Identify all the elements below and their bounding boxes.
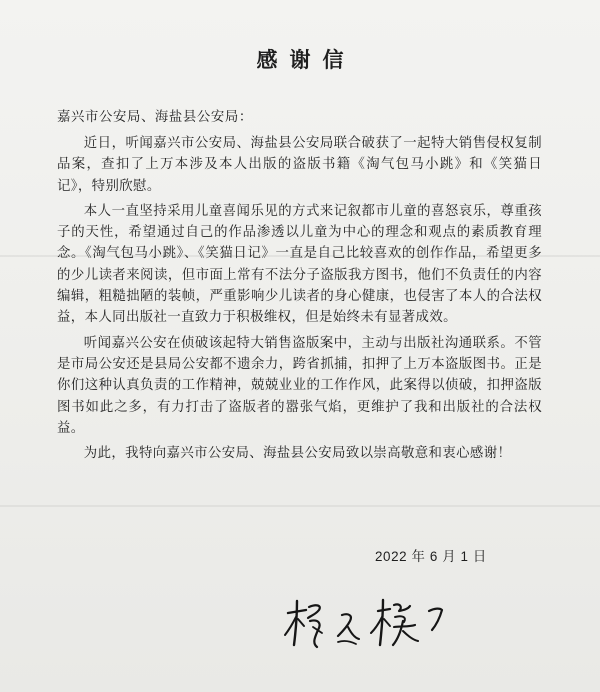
letter-date: 2022 年 6 月 1 日 — [375, 549, 487, 564]
letter-paragraph-3: 听闻嘉兴公安在侦破该起特大销售盗版案中，主动与出版社沟通联系。不管是市局公安还是县局公安都不遗余力，跨省抓捕，扣押了上万本盗版图书。正是你们这种认真负责的工作精神，兢兢业业的工作作风，此案得以侦破，扣押盗版图书如此之多，有力打击了盗版者的嚣张气焰，更维护了我和出版社的合法权益。 — [57, 335, 542, 436]
handwritten-signature — [282, 595, 452, 653]
letter-body — [57, 133, 542, 464]
letter-salutation: 嘉兴市公安局、海盐县公安局： — [57, 110, 253, 125]
paper-fold — [0, 505, 600, 507]
letter-paragraph-4: 为此，我特向嘉兴市公安局、海盐县公安局致以崇高敬意和衷心感谢！ — [83, 446, 512, 462]
letter-paragraph-2: 本人一直坚持采用儿童喜闻乐见的方式来记叙都市儿童的喜怒哀乐，尊重孩子的天性，希望通过自己的作品渗透以儿童为中心的理念和观点的素质教育理念。《淘气包马小跳》、《笑猫日记》一直是自己比较喜欢的创作作品，希望更多的少儿读者来阅读，但市面上常有不法分子盗版我方图书，他们不负责任的内容编辑，粗糙拙陋的装帧，严重影响少儿读者的身心健康，也侵害了本人的合法权益，本人同出版社一直致力于积极维权，但是始终未有显著成效。 — [57, 203, 542, 326]
letter-paragraph-1: 近日，听闻嘉兴市公安局、海盐县公安局联合破获了一起特大销售侵权复制品案，查扣了上万本涉及本人出版的盗版书籍《淘气包马小跳》和《笑猫日记》，特别欣慰。 — [57, 136, 542, 194]
letter-title: 感谢信 — [256, 47, 356, 72]
